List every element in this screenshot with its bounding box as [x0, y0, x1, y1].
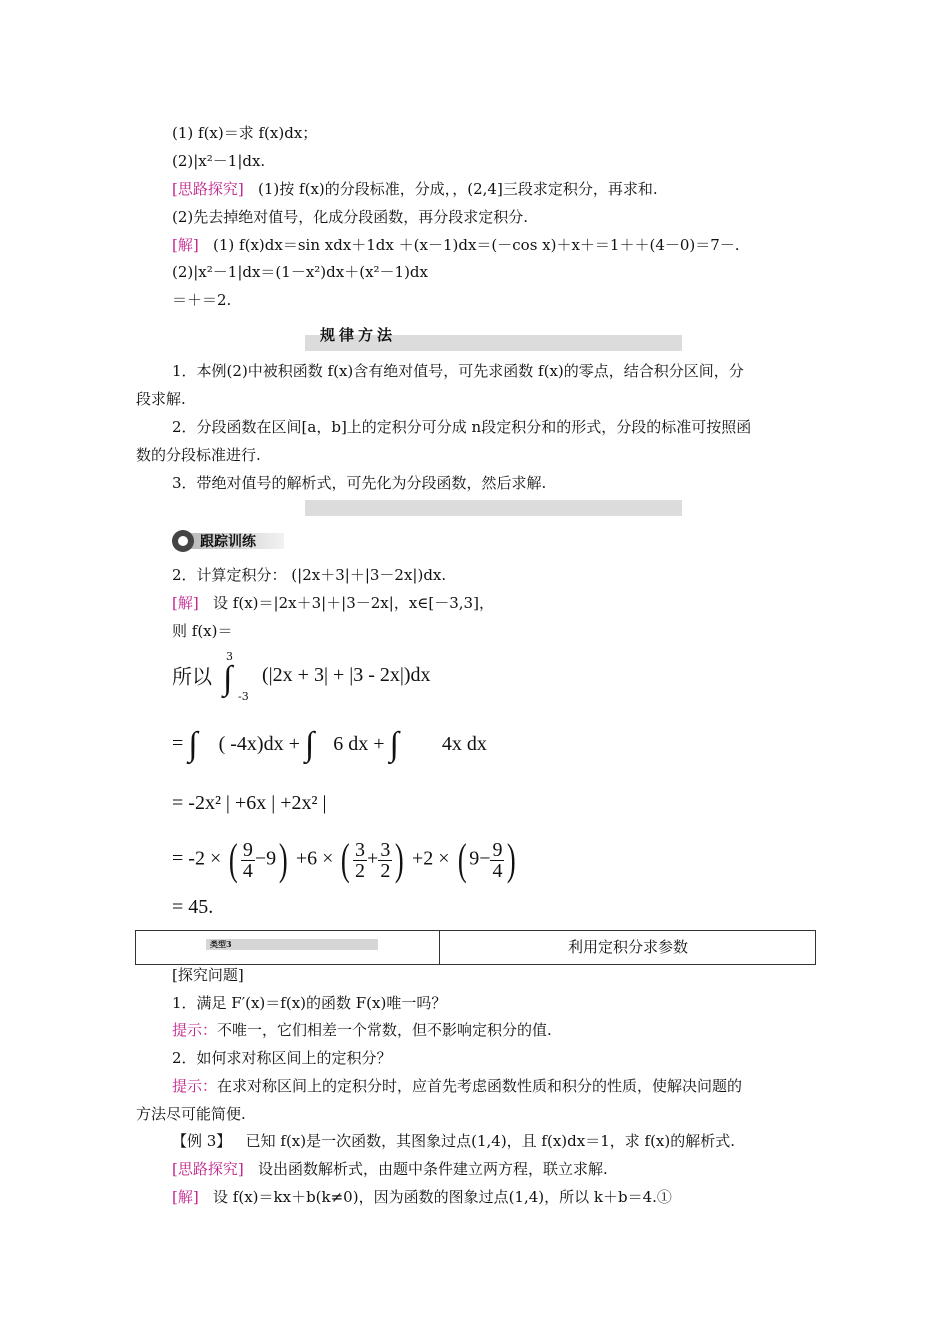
lower-limit: -3: [238, 690, 249, 703]
text-line: [思路探究] 设出函数解析式，由题中条件建立两方程，联立求解.: [172, 1160, 608, 1178]
idea-tag: [思路探究]: [172, 180, 244, 198]
text-line: [172, 593, 494, 613]
type-table: [135, 930, 816, 965]
integral-sign: ∫: [223, 660, 233, 697]
explore-head: [探究问题]: [172, 966, 244, 984]
track-badge-label: 跟踪训练: [200, 534, 256, 550]
text-line: [172, 235, 740, 255]
rule-line: 3．带绝对值号的解析式，可先化为分段函数，然后求解.: [172, 474, 547, 492]
math-line-1: [172, 660, 232, 698]
text-line: (1) f(x)＝求 f(x)dx；: [172, 124, 318, 142]
text-line: ＝＋＝2.: [172, 291, 232, 309]
type-title: 利用定积分求参数: [439, 931, 816, 964]
text-line: 则 f(x)＝: [172, 622, 233, 640]
solution-tag: [解]: [172, 1188, 199, 1206]
text-line: (2)|x²－1|dx＝(1－x²)dx＋(x²－1)dx: [172, 263, 428, 281]
integral-sign: ∫: [389, 726, 399, 763]
track-badge: [172, 530, 284, 552]
math-line-2: = ∫ ( -4x)dx + ∫ 6 dx + ∫ 4x dx: [172, 726, 487, 763]
solution-text: 设 f(x)＝|2x＋3|＋|3－2x|，x∈[－3,3]，: [213, 594, 494, 612]
hint-line: 提示：不唯一，它们相差一个常数，但不影响定积分的值.: [172, 1021, 552, 1039]
example-line: 【例 3】 已知 f(x)是一次函数，其图象过点(1,4)，且 f(x)dx＝1，求 f(x)的解析式.: [172, 1132, 736, 1150]
math-so: 所以: [172, 666, 212, 689]
idea-text: (1)按 f(x)的分段标准，分成，，(2,4]三段求定积分，再求和.: [258, 180, 658, 198]
hint-tag: 提示：: [172, 1021, 218, 1039]
idea-tag: [思路探究]: [172, 1160, 244, 1178]
example-tag: 【例 3】: [172, 1132, 232, 1150]
solution-text: (1) f(x)dx＝sin xdx＋1dx ＋(x－1)dx＝(－cos x)＋x＋＝1＋＋(4－0)＝7－.: [213, 236, 740, 254]
text-line: [解] 设 f(x)＝kx＋b(k≠0)，因为函数的图象过点(1,4)，所以 k＋b＝4.①: [172, 1188, 672, 1206]
math-line-3: = -2x² | +6x | +2x² |: [172, 792, 327, 814]
math-line-4: = -2 × ( $\frac{9}{4}$ −9) +6 × ( $\frac{3}{2}$ + $\frac{3}{2}$ ) +2 × ( 9− $\frac{9}{4}$ ): [172, 835, 517, 884]
integral-sign: ∫: [304, 726, 315, 763]
section-divider: [305, 500, 682, 516]
question-line: 2．计算定积分： (|2x＋3|＋|3－2x|)dx.: [172, 566, 447, 584]
solution-tag: [解]: [172, 594, 199, 612]
question-line: 2．如何求对称区间上的定积分？: [172, 1049, 392, 1067]
hint-line: 提示：在求对称区间上的定积分时，应首先考虑函数性质和积分的性质，使解决问题的: [172, 1077, 743, 1095]
rule-line: 2．分段函数在区间[a，b]上的定积分可分成 n段定积分和的形式，分段的标准可按照函: [172, 418, 752, 436]
hint-line: 方法尽可能简便.: [136, 1105, 246, 1123]
integrand: (|2x + 3| + |3 - 2x|)dx: [262, 664, 431, 686]
solution-tag: [解]: [172, 236, 199, 254]
text-line: (2)|x²－1|dx.: [172, 152, 266, 170]
banner-title: 规律方法: [320, 326, 397, 344]
rule-line: 段求解.: [136, 390, 186, 408]
target-icon: [172, 530, 194, 552]
rule-line: 数的分段标准进行.: [136, 446, 261, 464]
type-tag: 类型3: [206, 939, 378, 950]
hint-tag: 提示：: [172, 1077, 218, 1095]
rule-line: 1．本例(2)中被积函数 f(x)含有绝对值号，可先求函数 f(x)的零点，结合积分区间，分: [172, 362, 744, 380]
text-line: (2)先去掉绝对值号，化成分段函数，再分段求定积分.: [172, 208, 529, 226]
upper-limit: 3: [226, 650, 233, 663]
integral-sign: ∫: [188, 726, 198, 763]
text-line: [172, 179, 658, 199]
math-result: = 45.: [172, 896, 214, 918]
question-line: 1．满足 F′(x)＝f(x)的函数 F(x)唯一吗？: [172, 994, 447, 1012]
